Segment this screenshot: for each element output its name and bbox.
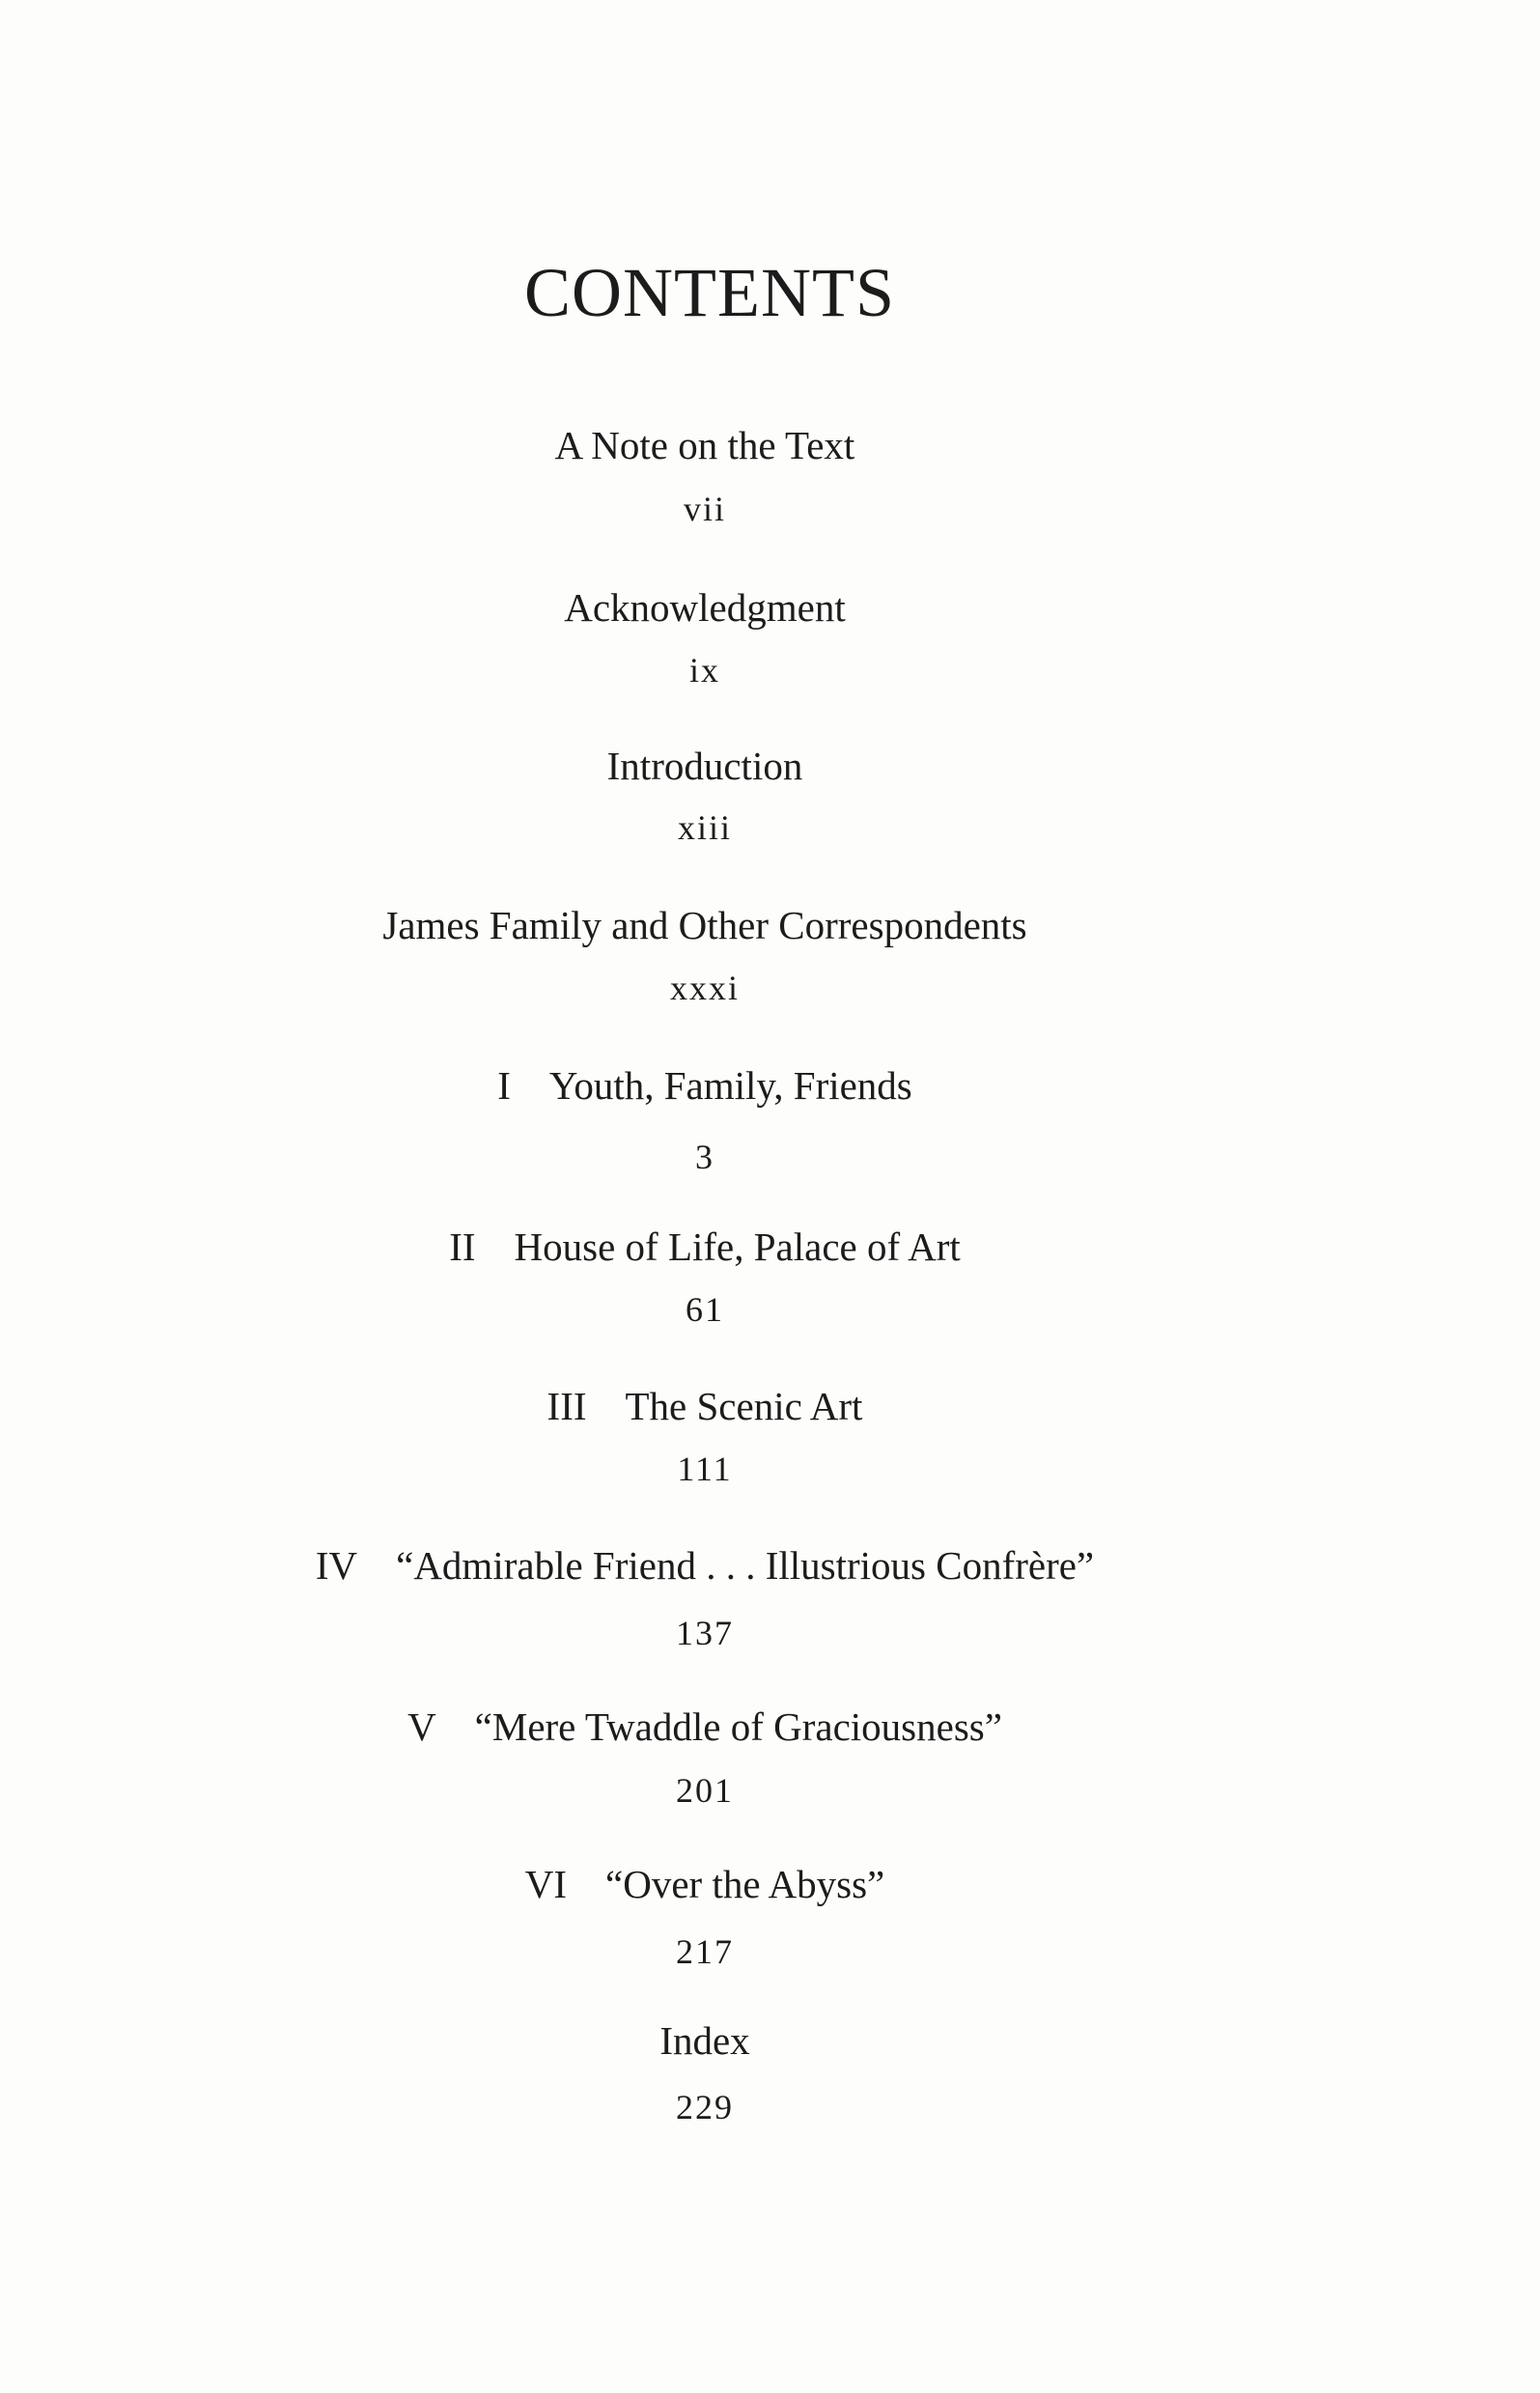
- page-number: 137: [676, 1614, 734, 1652]
- entry-title: Index: [659, 2018, 750, 2063]
- chapter-number: VI: [524, 1862, 568, 1906]
- entry-title: “Mere Twaddle of Graciousness”: [474, 1704, 1002, 1749]
- page-number: xiii: [677, 808, 732, 847]
- entry-title: House of Life, Palace of Art: [514, 1225, 961, 1269]
- toc-entry: [0, 1384, 1410, 1428]
- toc-entry: [0, 585, 1410, 630]
- page-number: 111: [677, 1450, 733, 1488]
- toc-entry: [0, 1704, 1410, 1749]
- page-number: 229: [676, 2088, 734, 2126]
- entry-title: “Admirable Friend . . . Illustrious Confrère”: [396, 1543, 1095, 1588]
- toc-entry: [0, 1063, 1410, 1108]
- toc-entry: [0, 903, 1410, 947]
- page-number: 201: [676, 1771, 734, 1810]
- entry-title: “Over the Abyss”: [605, 1862, 885, 1906]
- page-number: xxxi: [669, 969, 740, 1007]
- entry-title: A Note on the Text: [554, 423, 855, 467]
- chapter-number: II: [449, 1225, 476, 1269]
- toc-entry: [0, 1543, 1410, 1588]
- toc-entry: [0, 1227, 1410, 1267]
- entry-title: Youth, Family, Friends: [548, 1063, 912, 1108]
- toc-entry: [0, 2018, 1410, 2063]
- page-number: vii: [683, 490, 726, 528]
- entry-title: The Scenic Art: [625, 1384, 863, 1428]
- chapter-number: IV: [315, 1543, 358, 1588]
- page-number: ix: [688, 651, 720, 690]
- page-number: 217: [676, 1932, 734, 1971]
- entry-title: James Family and Other Correspondents: [382, 903, 1027, 947]
- page-number: 3: [695, 1138, 714, 1176]
- page-title: CONTENTS: [524, 254, 895, 331]
- chapter-number: III: [546, 1384, 587, 1428]
- entry-title: Acknowledgment: [564, 585, 846, 630]
- toc-entry: [0, 1862, 1410, 1906]
- chapter-number: I: [497, 1063, 511, 1108]
- page-number: 61: [686, 1290, 724, 1329]
- toc-entry: [0, 423, 1410, 467]
- chapter-number: V: [407, 1704, 436, 1749]
- toc-entry: [0, 746, 1410, 786]
- entry-title: Introduction: [606, 744, 803, 788]
